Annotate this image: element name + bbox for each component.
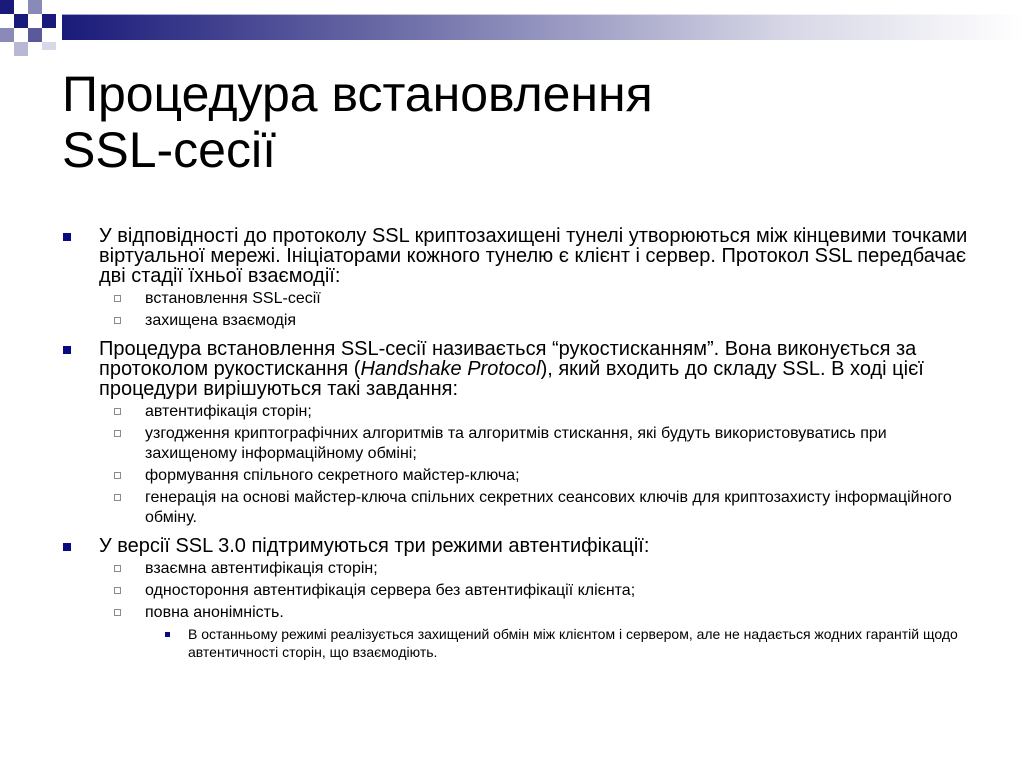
slide-title-line2: SSL-сесії	[62, 122, 276, 178]
square-bullet-icon	[63, 233, 71, 241]
sub-bullet-text: автентифікація сторін;	[145, 403, 312, 420]
square-bullet-icon	[63, 543, 71, 551]
sub-bullet-text: взаємна автентифікація сторін;	[145, 560, 378, 577]
sub-bullet-text: генерація на основі майстер-ключа спільних секретних сеансових ключів для криптозахисту інформаційного обміну.	[145, 489, 952, 526]
bullet-text-part: Процедура встановлення SSL-сесії називається “рукостисканням”. Вона виконується за протоколом рукостискання (	[99, 338, 917, 380]
sub-bullet-text: узгодження криптографічних алгоритмів та алгоритмів стискання, які будуть використовуватись при захищеному інформаційному обміні;	[145, 425, 887, 462]
sub-bullet-item	[62, 289, 972, 309]
hollow-square-bullet-icon	[114, 609, 121, 616]
header-banner	[0, 0, 1024, 64]
hollow-square-bullet-icon	[114, 472, 121, 479]
hollow-square-bullet-icon	[114, 587, 121, 594]
sub-bullet-text: встановлення SSL-сесії	[145, 290, 321, 307]
sub-sub-bullet-item	[62, 625, 972, 661]
sub-bullet-item	[62, 402, 972, 422]
slide-content	[62, 226, 972, 661]
sub-bullet-text: одностороння автентифікація сервера без автентифікації клієнта;	[145, 582, 636, 599]
bullet-text-part: ), який входить до складу SSL. В ході цієї процедури вирішуються такі завдання:	[99, 358, 924, 400]
sub-bullet-item	[62, 488, 972, 528]
bullet-text: У відповідності до протоколу SSL криптозахищені тунелі утворюються між кінцевими точками віртуальної мережі. Ініціаторами кожного тунелю є клієнт і сервер. Протокол SSL передбачає дві стадії їхньої взаємодії:	[99, 225, 968, 287]
hollow-square-bullet-icon	[114, 408, 121, 415]
sub-bullet-text: захищена взаємодія	[145, 312, 297, 329]
hollow-square-bullet-icon	[114, 430, 121, 437]
square-bullet-icon	[63, 346, 71, 354]
hollow-square-bullet-icon	[114, 494, 121, 501]
sub-bullet-item	[62, 466, 972, 486]
sub-bullet-item	[62, 581, 972, 601]
slide-title-line1: Процедура встановлення	[62, 66, 653, 122]
bullet-item	[62, 339, 972, 399]
hollow-square-bullet-icon	[114, 317, 121, 324]
hollow-square-bullet-icon	[114, 295, 121, 302]
bullet-item	[62, 536, 972, 556]
bullet-item	[62, 226, 972, 286]
bullet-text: У версії SSL 3.0 підтримуються три режими автентифікації:	[99, 535, 650, 557]
small-square-bullet-icon	[165, 632, 170, 637]
hollow-square-bullet-icon	[114, 565, 121, 572]
sub-bullet-item	[62, 603, 972, 623]
slide-title	[62, 66, 962, 178]
sub-bullet-text: формування спільного секретного майстер-ключа;	[145, 467, 520, 484]
sub-bullet-item	[62, 424, 972, 464]
sub-sub-bullet-text: В останньому режимі реалізується захищений обмін між клієнтом і сервером, але не надається жодних гарантій щодо автентичності сторін, що взаємодіють.	[188, 626, 958, 660]
sub-bullet-item	[62, 559, 972, 579]
bullet-text-italic: Handshake Protocol	[360, 358, 541, 380]
sub-bullet-text: повна анонімність.	[145, 604, 284, 621]
sub-bullet-item	[62, 311, 972, 331]
